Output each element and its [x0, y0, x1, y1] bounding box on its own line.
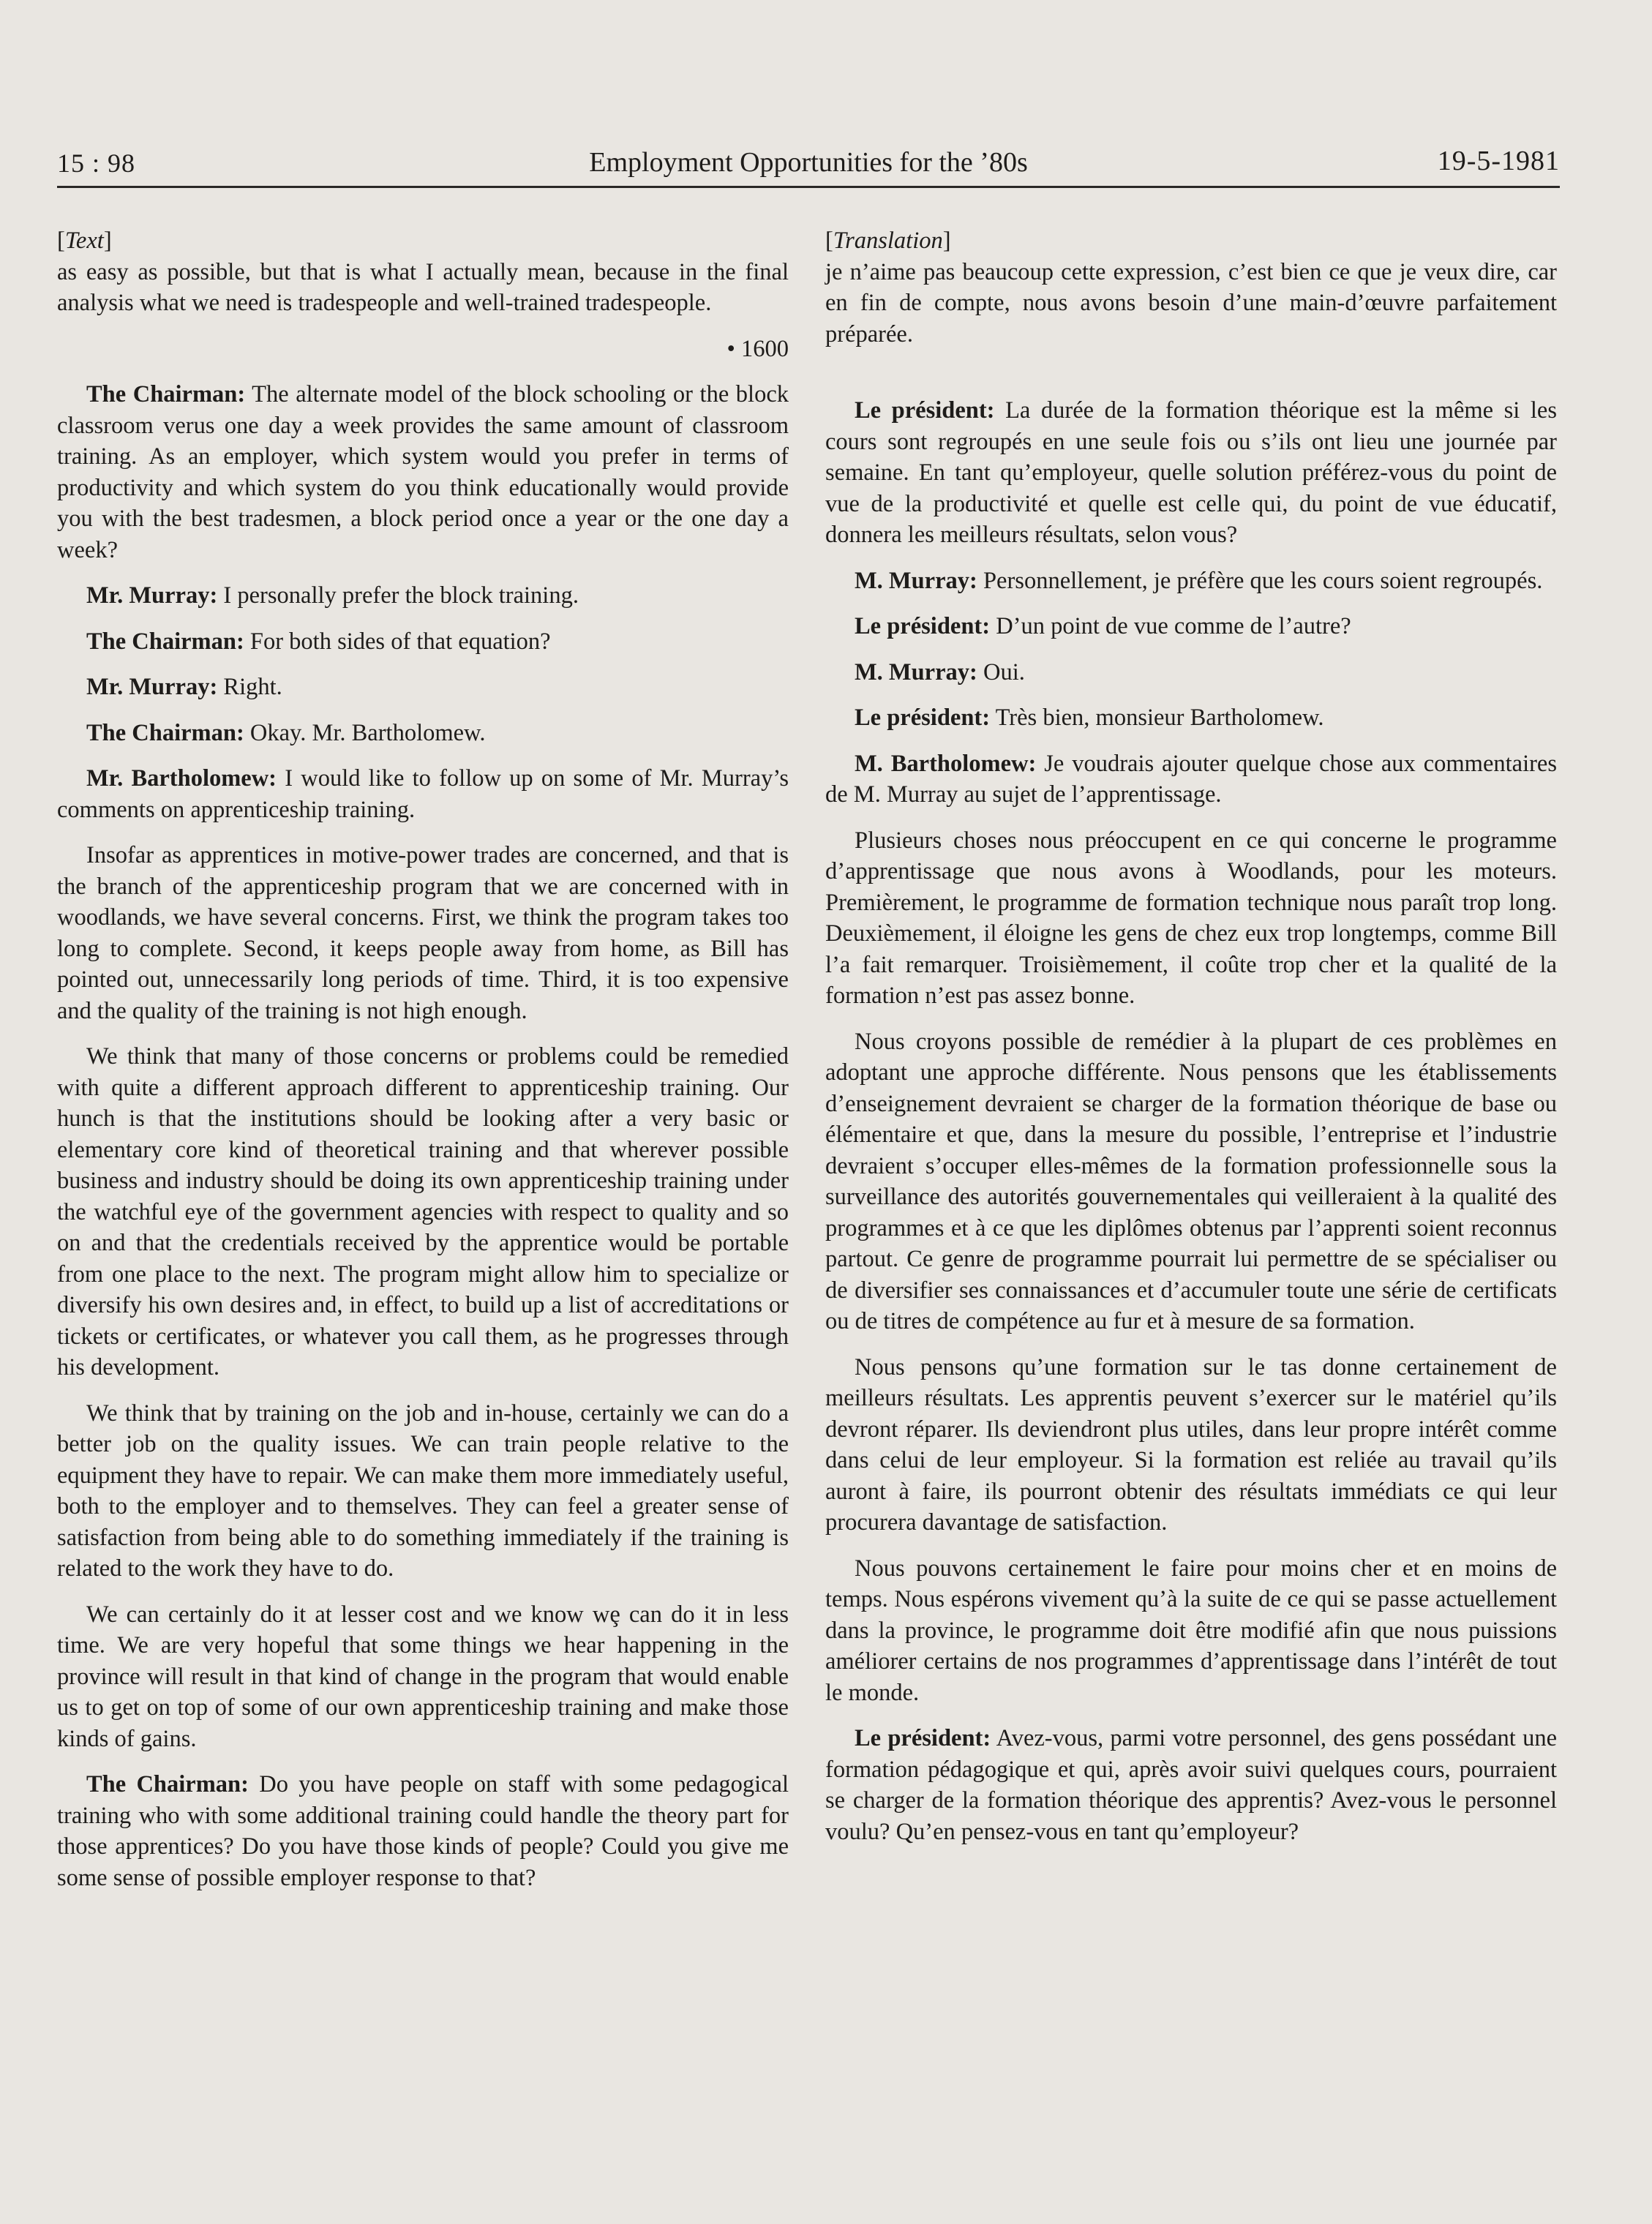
- paragraph: je n’aime pas beaucoup cette expression, c’est bien ce que je veux dire, car en fin de compte, nous avons besoin d’une main-d’œuvre parfaitement préparée.: [825, 258, 1557, 348]
- speaker-name: M. Bartholomew:: [855, 750, 1037, 777]
- paragraph: Le président: Très bien, monsieur Bartholomew.: [855, 705, 1324, 731]
- speaker-name: Mr. Murray:: [86, 674, 218, 700]
- paragraph: Nous pensons qu’une formation sur le tas donne certainement de meilleurs résultats. Les apprentis peuvent s’exercer sur le matériel qu’ils devront réparer. Ils deviendront plus utiles, dans leur propre intérêt comme dans celui de leur employeur. Si la formation est reliée au travail qu’ils auront à faire, ils pourront obtenir des résultats immédiats ce qui leur procurera davantage de satisfaction.: [825, 1353, 1557, 1536]
- language-label: [Translation]: [825, 228, 951, 254]
- english-column: [57, 225, 789, 1893]
- page-date: 19-5-1981: [1437, 146, 1560, 176]
- paragraph: M. Murray: Personnellement, je préfère que les cours soient regroupés.: [855, 567, 1543, 594]
- paragraph: We think that many of those concerns or problems could be remedied with quite a different approach different to apprenticeship training. Our hunch is that the institutions should be looking after a very basic or elementary core kind of theoretical training and that wherever possible business and industry should be doing its own apprenticeship training under the watchful eye of the government agencies with respect to quality and so on and that the credentials received by the apprentice would be portable from one place to the next. The program might allow him to specialize or diversify his own desires and, in effect, to build up a list of accreditations or tickets or certificates, or whatever you call them, as he progresses through his development.: [57, 1043, 789, 1380]
- language-label: [Text]: [57, 228, 112, 254]
- speaker-name: The Chairman:: [86, 719, 244, 746]
- paragraph: We think that by training on the job and in-house, certainly we can do a better job on the quality issues. We can train people relative to the equipment they have to repair. We can make them more immediately useful, both to the employer and to themselves. They can feel a greater sense of satisfaction from being able to do something immediately if the training is related to the work they have to do.: [57, 1400, 789, 1582]
- paragraph: The Chairman: Do you have people on staff with some pedagogical training who with some additional training could handle the theory part for those apprentices? Do you have those kinds of people? Could you give me some sense of possible employer response to that?: [57, 1771, 789, 1891]
- paragraph: The Chairman: For both sides of that equation?: [86, 628, 551, 655]
- paragraph: Le président: D’un point de vue comme de l’autre?: [855, 613, 1351, 639]
- speaker-name: Mr. Bartholomew:: [86, 765, 277, 792]
- paragraph: Mr. Murray: I personally prefer the block training.: [86, 582, 579, 609]
- paragraph: M. Murray: Oui.: [855, 658, 1025, 685]
- timestamp: • 1600: [726, 335, 789, 362]
- page-header: [57, 143, 1560, 188]
- french-column: [825, 225, 1557, 1847]
- speaker-name: Le président:: [855, 397, 995, 424]
- paragraph: M. Bartholomew: Je voudrais ajouter quelque chose aux commentaires de M. Murray au sujet de l’apprentissage.: [825, 750, 1558, 808]
- paragraph: We can certainly do it at lesser cost and we know wȩ can do it in less time. We are very hopeful that some things we hear happening in the province will result in that kind of change in the program that would enable us to get on top of some of our own apprenticeship training and make those kinds of gains.: [57, 1601, 789, 1752]
- paragraph: The Chairman: The alternate model of the block schooling or the block classroom verus one day a week provides the same amount of classroom training. As an employer, which system would you prefer in terms of productivity and which system do you think educationally would provide you with the best tradesmen, a block period once a year or the one day a week?: [57, 381, 789, 563]
- paragraph: The Chairman: Okay. Mr. Bartholomew.: [86, 719, 486, 746]
- speaker-name: Le président:: [855, 705, 991, 731]
- paragraph: Nous pouvons certainement le faire pour moins cher et en moins de temps. Nous espérons vivement qu’à la suite de ce qui se passe actuellement dans la province, le programme doit être modifié afin que nous puissions améliorer certains de nos programmes d’apprentissage dans l’intérêt de tout le monde.: [825, 1555, 1557, 1706]
- paragraph: Plusieurs choses nous préoccupent en ce qui concerne le programme d’apprentissage que nous avons à Woodlands, pour les moteurs. Premièrement, le programme de formation technique nous paraît trop long. Deuxièmement, il éloigne les gens de chez eux trop longtemps, comme Bill l’a fait remarquer. Troisièmement, il coûte trop cher et la qualité de la formation n’est pas assez bonne.: [825, 827, 1557, 1009]
- paragraph: Nous croyons possible de remédier à la plupart de ces problèmes en adoptant une approche différente. Nous pensons que les établissements d’enseignement devraient se charger de la formation théorique de base ou élémentaire et que, dans la mesure du possible, l’entreprise et l’industrie devraient s’occuper elles-mêmes de la formation professionnelle sous la surveillance des autorités gouvernementales qui veilleraient à la qualité des programmes et à ce que les diplômes obtenus par l’apprenti soient reconnus partout. Ce genre de programme pourrait lui permettre de se spécialiser ou de diversifier ses connaissances et d’accumuler toute une série de certificats ou de titres de compétence au fur et à mesure de sa formation.: [825, 1028, 1557, 1334]
- speaker-name: The Chairman:: [86, 381, 246, 407]
- speaker-name: The Chairman:: [86, 628, 244, 655]
- speaker-name: M. Murray:: [855, 567, 977, 594]
- paragraph: Le président: Avez-vous, parmi votre personnel, des gens possédant une formation pédagogique et qui, après avoir suivi quelques cours, pourraient se charger de la formation théorique des apprentis? Avez-vous le personnel voulu? Qu’en pensez-vous en tant qu’employeur?: [825, 1725, 1557, 1845]
- paragraph: as easy as possible, but that is what I actually mean, because in the final analysis what we need is tradespeople and well-trained tradespeople.: [57, 258, 789, 316]
- speaker-name: Le président:: [855, 1725, 991, 1751]
- paragraph: Insofar as apprentices in motive-power trades are concerned, and that is the branch of the apprenticeship program that we are concerned with in woodlands, we have several concerns. First, we think the program takes too long to complete. Second, it keeps people away from home, as Bill has pointed out, unnecessarily long periods of time. Third, it is too expensive and the quality of the training is not high enough.: [57, 842, 789, 1024]
- speaker-name: The Chairman:: [86, 1771, 249, 1797]
- speaker-name: Le président:: [855, 613, 991, 639]
- speaker-name: Mr. Murray:: [86, 582, 218, 609]
- paragraph: Mr. Murray: Right.: [86, 674, 282, 700]
- page-number: 15 : 98: [57, 149, 136, 178]
- running-title: Employment Opportunities for the ’80s: [589, 147, 1028, 178]
- paragraph: Le président: La durée de la formation théorique est la même si les cours sont regroupés en une seule fois ou s’ils ont lieu une journée par semaine. En tant qu’employeur, quelle solution préférez-vous du point de vue de la productivité et quelle est celle qui, du point de vue éducatif, donnera les meilleurs résultats, selon vous?: [825, 397, 1557, 548]
- speaker-name: M. Murray:: [855, 658, 977, 685]
- paragraph: Mr. Bartholomew: I would like to follow up on some of Mr. Murray’s comments on apprenticeship training.: [57, 765, 789, 823]
